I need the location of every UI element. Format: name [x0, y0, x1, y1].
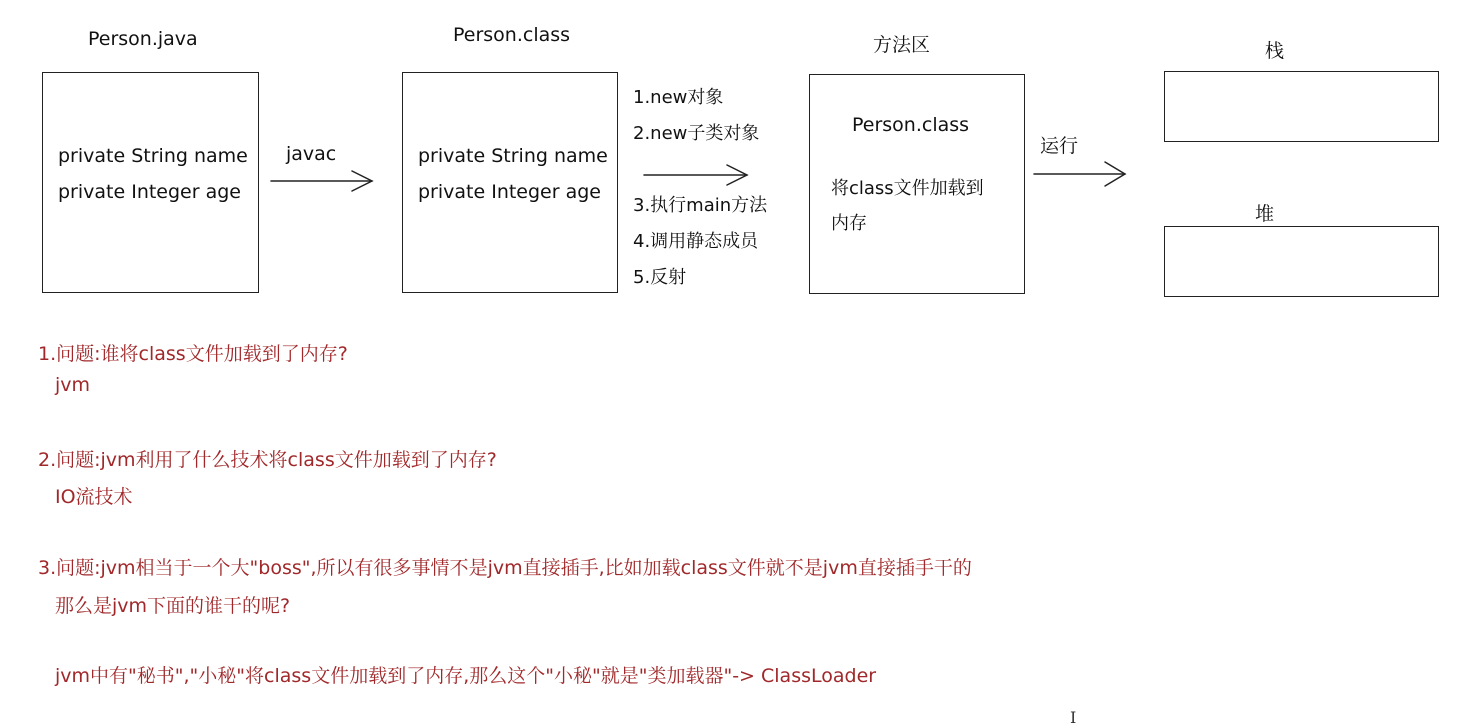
note-answer-1: jvm [55, 374, 91, 396]
note-answer-3: jvm中有"秘书","小秘"将class文件加载到了内存,那么这个"小秘"就是"类加载器"-> ClassLoader [55, 665, 877, 687]
trigger-item-main-method: 3.执行main方法 [633, 195, 768, 216]
person-java-field-age: private Integer age [58, 181, 241, 203]
method-area-class-name: Person.class [852, 114, 970, 136]
person-class-title: Person.class [453, 24, 571, 46]
javac-arrow [271, 171, 372, 191]
heap-label: 堆 [1255, 203, 1275, 225]
note-question-1: 1.问题:谁将class文件加载到了内存? [38, 343, 348, 365]
stack-label: 栈 [1265, 40, 1285, 62]
trigger-item-static-member: 4.调用静态成员 [633, 231, 759, 252]
note-question-3-line1: 3.问题:jvm相当于一个大"boss",所以有很多事情不是jvm直接插手,比如加载class文件就不是jvm直接插手干的 [38, 557, 972, 579]
javac-label: javac [286, 143, 337, 165]
note-answer-2: IO流技术 [55, 486, 133, 508]
person-class-field-name: private String name [418, 145, 608, 167]
run-label: 运行 [1040, 135, 1079, 157]
trigger-item-reflection: 5.反射 [633, 267, 687, 288]
person-class-field-age: private Integer age [418, 181, 601, 203]
load-arrow [644, 165, 747, 185]
method-area-description-line1: 将class文件加载到 [831, 178, 984, 199]
run-arrow [1034, 162, 1125, 186]
note-question-3-line2: 那么是jvm下面的谁干的呢? [55, 595, 291, 617]
method-area-description-line2: 内存 [831, 213, 867, 234]
text-cursor-icon: Ι [1070, 708, 1077, 727]
method-area-title: 方法区 [873, 34, 931, 56]
person-java-field-name: private String name [58, 145, 248, 167]
person-java-title: Person.java [88, 28, 198, 50]
trigger-item-new-subclass: 2.new子类对象 [633, 123, 760, 144]
note-question-2: 2.问题:jvm利用了什么技术将class文件加载到了内存? [38, 449, 497, 471]
trigger-item-new-object: 1.new对象 [633, 87, 724, 108]
